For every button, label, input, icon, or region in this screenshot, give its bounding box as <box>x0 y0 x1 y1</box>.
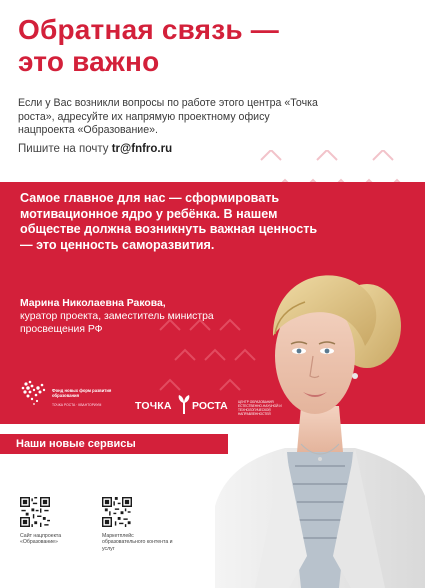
quote-text: Самое главное для нас — сформировать мотивационное ядро у ребёнка. В нашем обществе должна возникнуть важная ценность — это ценность саморазвития. <box>20 191 318 252</box>
tochka-subtitle: ЦЕНТР ОБРАЗОВАНИЯ ЕСТЕСТВЕННО-НАУЧНОЙ И ТЕХНОЛОГИЧЕСКОЙ НАПРАВЛЕННОСТЕЙ <box>238 400 282 416</box>
headline-line-2: это важно <box>18 46 160 77</box>
butterfly-icon <box>18 378 50 408</box>
sprout-icon <box>177 394 191 414</box>
page-title <box>18 14 318 78</box>
qr-code-icon[interactable] <box>102 497 132 527</box>
fond-subtitle: ТОЧКА РОСТА · КВАНТОРИУМ <box>52 403 102 407</box>
tochka-word: ТОЧКА <box>135 400 172 412</box>
portrait-image <box>215 256 425 588</box>
fond-name: Фонд новых форм развития образования <box>52 388 112 398</box>
headline-line-1: Обратная связь — <box>18 14 279 45</box>
service-caption-2: Маркетплейс образовательного контента и услуг <box>102 533 173 552</box>
services-label: Наши новые сервисы <box>16 438 136 450</box>
email-prefix: Пишите на почту <box>18 143 112 155</box>
rosta-word: РОСТА <box>192 400 228 412</box>
fond-logo <box>18 372 118 424</box>
author-name: Марина Николаевна Ракова, <box>20 298 166 309</box>
email-link[interactable]: tr@fnfro.ru <box>111 143 173 155</box>
author-title: куратор проекта, заместитель министра просвещения РФ <box>20 311 214 335</box>
service-caption-1: Сайт нацпроекта «Образование» <box>20 533 62 546</box>
qr-code-icon[interactable] <box>20 497 50 527</box>
intro-text: Если у Вас возникли вопросы по работе этого центра «Точка роста», адресуйте их напрямую проектному офису нацпроекта «Образование». <box>18 97 318 136</box>
email-line <box>18 143 172 155</box>
